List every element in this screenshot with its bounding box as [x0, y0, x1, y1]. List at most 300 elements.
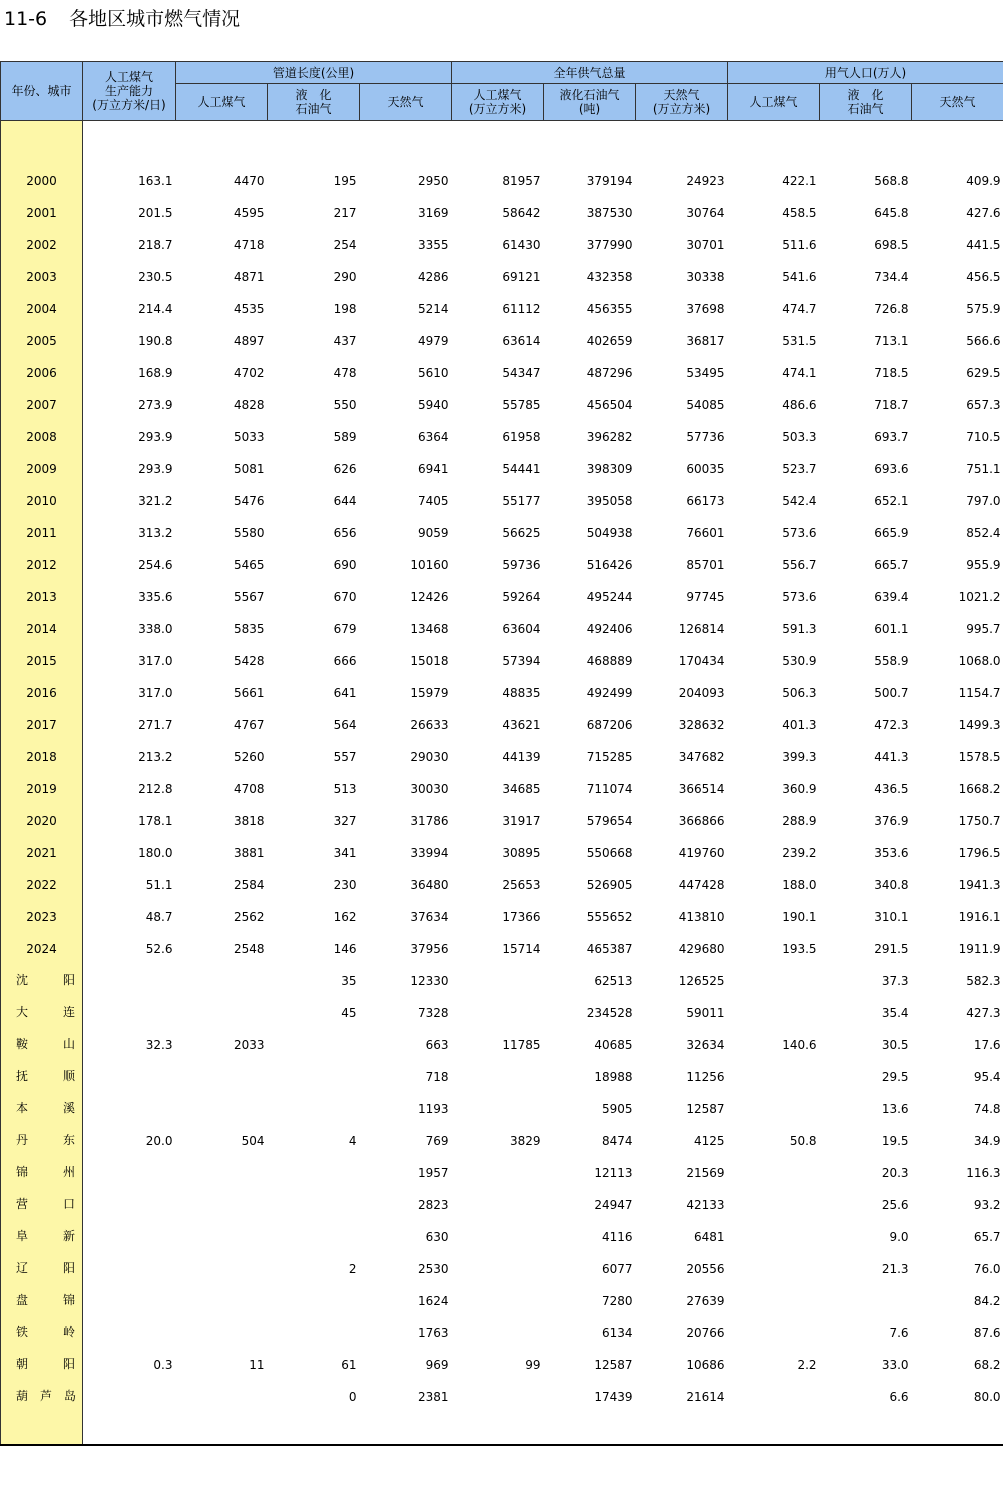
table-cell: 558.9 — [874, 653, 909, 668]
table-cell: 2530 — [417, 1261, 449, 1276]
table-cell: 4767 — [233, 717, 265, 732]
table-cell: 472.3 — [874, 717, 909, 732]
table-cell: 555652 — [586, 909, 633, 924]
table-cell: 12330 — [410, 973, 449, 988]
table-cell: 645.8 — [874, 205, 909, 220]
table-cell: 852.4 — [966, 525, 1001, 540]
year-label: 2019 — [1, 768, 83, 800]
year-row — [1, 288, 1003, 320]
table-cell — [452, 992, 544, 1024]
table-cell: 338.0 — [138, 621, 173, 636]
table-cell: 690 — [333, 557, 357, 572]
table-cell: 20.3 — [881, 1165, 909, 1180]
year-row — [1, 448, 1003, 480]
table-cell: 32.3 — [145, 1037, 173, 1052]
header-group-supply: 全年供气总量 — [452, 62, 728, 84]
table-cell: 56625 — [502, 525, 541, 540]
table-cell: 4 — [348, 1133, 357, 1148]
table-cell: 573.6 — [782, 589, 817, 604]
table-cell — [83, 1280, 176, 1312]
year-label: 2006 — [1, 352, 83, 384]
table-cell — [452, 1376, 544, 1408]
table-cell: 3355 — [417, 237, 449, 252]
table-cell: 190.8 — [138, 333, 173, 348]
table-cell: 955.9 — [966, 557, 1001, 572]
city-row — [1, 1152, 1003, 1184]
table-cell — [268, 1024, 360, 1056]
table-cell: 458.5 — [782, 205, 817, 220]
table-cell: 52.6 — [145, 941, 173, 956]
table-cell: 5476 — [233, 493, 265, 508]
table-cell: 427.3 — [966, 1005, 1001, 1020]
table-cell: 396282 — [586, 429, 633, 444]
year-row — [1, 672, 1003, 704]
year-row — [1, 512, 1003, 544]
table-cell: 486.6 — [782, 397, 817, 412]
table-cell: 713.1 — [874, 333, 909, 348]
table-cell: 1154.7 — [958, 685, 1001, 700]
table-cell: 468889 — [586, 653, 633, 668]
table-cell: 214.4 — [138, 301, 173, 316]
table-cell: 321.2 — [138, 493, 173, 508]
table-cell: 550 — [333, 397, 357, 412]
table-cell — [728, 1056, 820, 1088]
table-cell: 57736 — [686, 429, 725, 444]
table-cell: 456504 — [586, 397, 633, 412]
header-population-coal-gas: 人工煤气 — [728, 84, 820, 121]
table-cell — [268, 1184, 360, 1216]
spacer-row — [1, 121, 1003, 160]
table-cell: 162 — [333, 909, 357, 924]
table-cell: 387530 — [586, 205, 633, 220]
table-cell: 427.6 — [966, 205, 1001, 220]
table-cell — [728, 1248, 820, 1280]
table-cell — [176, 1312, 268, 1344]
table-cell — [268, 1152, 360, 1184]
table-cell: 2.2 — [797, 1357, 817, 1372]
header-group-pipeline: 管道长度(公里) — [176, 62, 452, 84]
table-cell — [176, 1280, 268, 1312]
table-cell: 2 — [348, 1261, 357, 1276]
table-cell: 718 — [425, 1069, 449, 1084]
table-cell — [83, 1312, 176, 1344]
table-cell — [452, 1088, 544, 1120]
table-cell — [728, 1152, 820, 1184]
table-cell: 366514 — [678, 781, 725, 796]
table-cell: 4702 — [233, 365, 265, 380]
table-cell: 12587 — [594, 1357, 633, 1372]
table-bottom-rule — [1, 1408, 1003, 1445]
table-cell: 432358 — [586, 269, 633, 284]
table-cell: 99 — [525, 1357, 541, 1372]
table-cell: 5610 — [417, 365, 449, 380]
table-cell: 85701 — [686, 557, 725, 572]
year-row — [1, 768, 1003, 800]
city-label: 大 连 — [1, 992, 83, 1024]
table-cell: 217 — [333, 205, 357, 220]
table-cell: 54085 — [686, 397, 725, 412]
table-cell: 48835 — [502, 685, 541, 700]
table-cell: 190.1 — [782, 909, 817, 924]
year-label: 2004 — [1, 288, 83, 320]
table-cell: 17.6 — [973, 1037, 1001, 1052]
table-cell: 670 — [333, 589, 357, 604]
table-cell: 629.5 — [966, 365, 1001, 380]
table-cell: 327 — [333, 813, 357, 828]
table-cell: 504 — [241, 1133, 265, 1148]
header-group-population: 用气人口(万人) — [728, 62, 1003, 84]
year-row — [1, 320, 1003, 352]
table-cell: 288.9 — [782, 813, 817, 828]
table-cell — [728, 1088, 820, 1120]
table-cell — [83, 992, 176, 1024]
table-cell: 429680 — [678, 941, 725, 956]
city-row — [1, 1056, 1003, 1088]
table-cell: 51.1 — [145, 877, 173, 892]
table-cell — [83, 1056, 176, 1088]
table-cell: 340.8 — [874, 877, 909, 892]
header-capacity: 人工煤气 生产能力 (万立方米/日) — [83, 62, 176, 121]
table-cell: 97745 — [686, 589, 725, 604]
table-cell: 34685 — [502, 781, 541, 796]
table-cell: 19.5 — [881, 1133, 909, 1148]
table-cell: 57394 — [502, 653, 541, 668]
table-cell: 60035 — [686, 461, 725, 476]
year-label: 2012 — [1, 544, 83, 576]
table-cell: 317.0 — [138, 685, 173, 700]
city-label: 丹 东 — [1, 1120, 83, 1152]
table-cell: 478 — [333, 365, 357, 380]
year-label: 2017 — [1, 704, 83, 736]
table-cell: 398309 — [586, 461, 633, 476]
table-cell: 293.9 — [138, 461, 173, 476]
table-cell: 2562 — [233, 909, 265, 924]
table-cell: 726.8 — [874, 301, 909, 316]
table-cell: 402659 — [586, 333, 633, 348]
year-row — [1, 576, 1003, 608]
city-row — [1, 1248, 1003, 1280]
table-cell: 59736 — [502, 557, 541, 572]
table-cell: 0.3 — [153, 1357, 173, 1372]
city-label: 阜 新 — [1, 1216, 83, 1248]
table-cell: 146 — [333, 941, 357, 956]
table-cell: 20.0 — [145, 1133, 173, 1148]
table-cell: 4708 — [233, 781, 265, 796]
table-cell: 401.3 — [782, 717, 817, 732]
year-label: 2016 — [1, 672, 83, 704]
city-label: 葫 芦 岛 — [1, 1376, 83, 1408]
table-cell: 582.3 — [966, 973, 1001, 988]
table-cell: 30338 — [686, 269, 725, 284]
table-cell: 1499.3 — [958, 717, 1001, 732]
table-cell: 353.6 — [874, 845, 909, 860]
table-cell: 313.2 — [138, 525, 173, 540]
table-cell: 526905 — [586, 877, 633, 892]
table-cell: 20766 — [686, 1325, 725, 1340]
table-cell: 465387 — [586, 941, 633, 956]
table-cell: 29030 — [410, 749, 449, 764]
table-cell: 360.9 — [782, 781, 817, 796]
table-cell: 31917 — [502, 813, 541, 828]
table-cell: 21614 — [686, 1389, 725, 1404]
table-cell: 663 — [425, 1037, 449, 1052]
table-cell: 715285 — [586, 749, 633, 764]
table-cell: 995.7 — [966, 621, 1001, 636]
table-cell: 679 — [333, 621, 357, 636]
table-cell: 8474 — [601, 1133, 633, 1148]
table-cell: 718.7 — [874, 397, 909, 412]
table-cell: 87.6 — [973, 1325, 1001, 1340]
table-cell: 126814 — [678, 621, 725, 636]
table-cell: 254 — [333, 237, 357, 252]
table-cell: 550668 — [586, 845, 633, 860]
table-cell: 213.2 — [138, 749, 173, 764]
table-cell: 9.0 — [889, 1229, 909, 1244]
year-row — [1, 384, 1003, 416]
header-pipeline-natural-gas: 天然气 — [360, 84, 452, 121]
table-cell: 492499 — [586, 685, 633, 700]
table-cell: 55785 — [502, 397, 541, 412]
table-cell: 341 — [333, 845, 357, 860]
table-cell: 644 — [333, 493, 357, 508]
table-cell: 335.6 — [138, 589, 173, 604]
table-cell: 34.9 — [973, 1133, 1001, 1148]
city-label: 辽 阳 — [1, 1248, 83, 1280]
table-cell: 7.6 — [889, 1325, 909, 1340]
table-cell: 31786 — [410, 813, 449, 828]
city-label: 本 溪 — [1, 1088, 83, 1120]
table-cell: 95.4 — [973, 1069, 1001, 1084]
year-label: 2023 — [1, 896, 83, 928]
table-cell — [176, 960, 268, 992]
table-cell: 447428 — [678, 877, 725, 892]
table-cell: 5940 — [417, 397, 449, 412]
table-cell: 395058 — [586, 493, 633, 508]
table-cell: 566.6 — [966, 333, 1001, 348]
table-cell: 379194 — [586, 173, 633, 188]
table-cell: 81957 — [502, 173, 541, 188]
table-cell: 5081 — [233, 461, 265, 476]
table-cell: 6941 — [417, 461, 449, 476]
table-cell: 37.3 — [881, 973, 909, 988]
year-row — [1, 544, 1003, 576]
table-cell: 601.1 — [874, 621, 909, 636]
table-cell: 212.8 — [138, 781, 173, 796]
year-label: 2015 — [1, 640, 83, 672]
table-cell: 2584 — [233, 877, 265, 892]
table-cell: 626 — [333, 461, 357, 476]
table-cell: 30701 — [686, 237, 725, 252]
year-label: 2018 — [1, 736, 83, 768]
table-cell: 4535 — [233, 301, 265, 316]
page-title — [4, 5, 240, 33]
table-cell: 1911.9 — [958, 941, 1001, 956]
table-cell — [176, 1184, 268, 1216]
table-cell: 45 — [341, 1005, 357, 1020]
table-cell: 456.5 — [966, 269, 1001, 284]
table-cell: 76.0 — [973, 1261, 1001, 1276]
city-label: 沈 阳 — [1, 960, 83, 992]
table-cell: 65.7 — [973, 1229, 1001, 1244]
table-cell: 5835 — [233, 621, 265, 636]
year-row — [1, 256, 1003, 288]
year-label: 2007 — [1, 384, 83, 416]
table-cell: 44139 — [502, 749, 541, 764]
city-label: 锦 州 — [1, 1152, 83, 1184]
table-cell: 25653 — [502, 877, 541, 892]
table-cell: 53495 — [686, 365, 725, 380]
table-cell — [83, 1248, 176, 1280]
table-cell: 693.7 — [874, 429, 909, 444]
table-cell — [268, 1216, 360, 1248]
table-cell: 7328 — [417, 1005, 449, 1020]
table-cell: 230.5 — [138, 269, 173, 284]
table-cell: 1068.0 — [958, 653, 1001, 668]
table-cell: 317.0 — [138, 653, 173, 668]
year-row — [1, 896, 1003, 928]
table-cell: 17439 — [594, 1389, 633, 1404]
table-cell: 24947 — [594, 1197, 633, 1212]
table-cell: 11256 — [686, 1069, 725, 1084]
table-cell: 170434 — [678, 653, 725, 668]
table-body — [1, 121, 1003, 1445]
table-cell: 687206 — [586, 717, 633, 732]
year-label: 2022 — [1, 864, 83, 896]
year-row — [1, 192, 1003, 224]
table-cell: 234528 — [586, 1005, 633, 1020]
table-cell: 5465 — [233, 557, 265, 572]
table-cell: 413810 — [678, 909, 725, 924]
table-cell: 54347 — [502, 365, 541, 380]
table-cell: 163.1 — [138, 173, 173, 188]
table-cell: 59011 — [686, 1005, 725, 1020]
table-cell: 230 — [333, 877, 357, 892]
table-cell — [176, 992, 268, 1024]
table-cell: 10686 — [686, 1357, 725, 1372]
city-label: 朝 阳 — [1, 1344, 83, 1376]
table-cell: 769 — [425, 1133, 449, 1148]
table-cell: 40685 — [594, 1037, 633, 1052]
table-cell: 751.1 — [966, 461, 1001, 476]
table-cell: 5214 — [417, 301, 449, 316]
table-cell: 15979 — [410, 685, 449, 700]
table-cell: 474.7 — [782, 301, 817, 316]
table-cell: 1763 — [417, 1325, 449, 1340]
table-cell: 591.3 — [782, 621, 817, 636]
table-cell: 969 — [425, 1357, 449, 1372]
table-cell: 80.0 — [973, 1389, 1001, 1404]
table-number: 11-6 — [4, 8, 48, 30]
table-cell: 74.8 — [973, 1101, 1001, 1116]
table-cell: 4871 — [233, 269, 265, 284]
year-row — [1, 800, 1003, 832]
year-label: 2024 — [1, 928, 83, 960]
year-label: 2001 — [1, 192, 83, 224]
table-cell: 61112 — [502, 301, 541, 316]
table-cell: 37698 — [686, 301, 725, 316]
table-cell: 29.5 — [881, 1069, 909, 1084]
table-cell: 523.7 — [782, 461, 817, 476]
table-cell: 273.9 — [138, 397, 173, 412]
table-cell: 639.4 — [874, 589, 909, 604]
table-cell: 656 — [333, 525, 357, 540]
table-cell — [268, 1312, 360, 1344]
header-row-label: 年份、城市 — [1, 62, 83, 121]
table-cell: 58642 — [502, 205, 541, 220]
table-cell — [728, 992, 820, 1024]
table-cell: 48.7 — [145, 909, 173, 924]
table-cell: 575.9 — [966, 301, 1001, 316]
table-cell: 573.6 — [782, 525, 817, 540]
table-cell: 495244 — [586, 589, 633, 604]
table-cell: 32634 — [686, 1037, 725, 1052]
header-population-lpg: 液 化 石油气 — [820, 84, 912, 121]
table-cell: 43621 — [502, 717, 541, 732]
table-title: 各地区城市燃气情况 — [69, 8, 241, 30]
table-cell: 3169 — [417, 205, 449, 220]
table-cell — [728, 1216, 820, 1248]
table-cell: 441.5 — [966, 237, 1001, 252]
table-cell: 168.9 — [138, 365, 173, 380]
table-cell: 564 — [333, 717, 357, 732]
table-cell: 556.7 — [782, 557, 817, 572]
table-cell: 630 — [425, 1229, 449, 1244]
city-row — [1, 960, 1003, 992]
table-cell: 63604 — [502, 621, 541, 636]
table-cell: 6077 — [601, 1261, 633, 1276]
table-cell: 437 — [333, 333, 357, 348]
table-cell: 557 — [333, 749, 357, 764]
table-cell: 5661 — [233, 685, 265, 700]
table-cell: 657.3 — [966, 397, 1001, 412]
city-row — [1, 1216, 1003, 1248]
table-cell — [728, 1312, 820, 1344]
table-cell: 61430 — [502, 237, 541, 252]
table-cell: 198 — [333, 301, 357, 316]
table-cell: 62513 — [594, 973, 633, 988]
table-cell — [820, 1280, 912, 1312]
table-cell: 271.7 — [138, 717, 173, 732]
year-label: 2020 — [1, 800, 83, 832]
table-cell: 4470 — [233, 173, 265, 188]
table-cell — [176, 1216, 268, 1248]
table-cell: 13.6 — [881, 1101, 909, 1116]
table-cell: 5567 — [233, 589, 265, 604]
table-cell: 290 — [333, 269, 357, 284]
table-cell — [176, 1088, 268, 1120]
city-row — [1, 1024, 1003, 1056]
table-cell — [452, 1216, 544, 1248]
table-cell: 3881 — [233, 845, 265, 860]
table-cell: 293.9 — [138, 429, 173, 444]
table-cell: 665.7 — [874, 557, 909, 572]
year-row — [1, 224, 1003, 256]
year-row — [1, 352, 1003, 384]
table-cell: 15714 — [502, 941, 541, 956]
table-cell: 1750.7 — [958, 813, 1001, 828]
table-cell: 500.7 — [874, 685, 909, 700]
table-cell: 542.4 — [782, 493, 817, 508]
table-cell — [176, 1248, 268, 1280]
table-cell: 4828 — [233, 397, 265, 412]
table-cell: 399.3 — [782, 749, 817, 764]
year-row — [1, 736, 1003, 768]
table-cell: 1668.2 — [958, 781, 1001, 796]
table-cell: 50.8 — [789, 1133, 817, 1148]
table-cell: 1578.5 — [958, 749, 1001, 764]
table-cell: 2823 — [417, 1197, 449, 1212]
city-row — [1, 1344, 1003, 1376]
